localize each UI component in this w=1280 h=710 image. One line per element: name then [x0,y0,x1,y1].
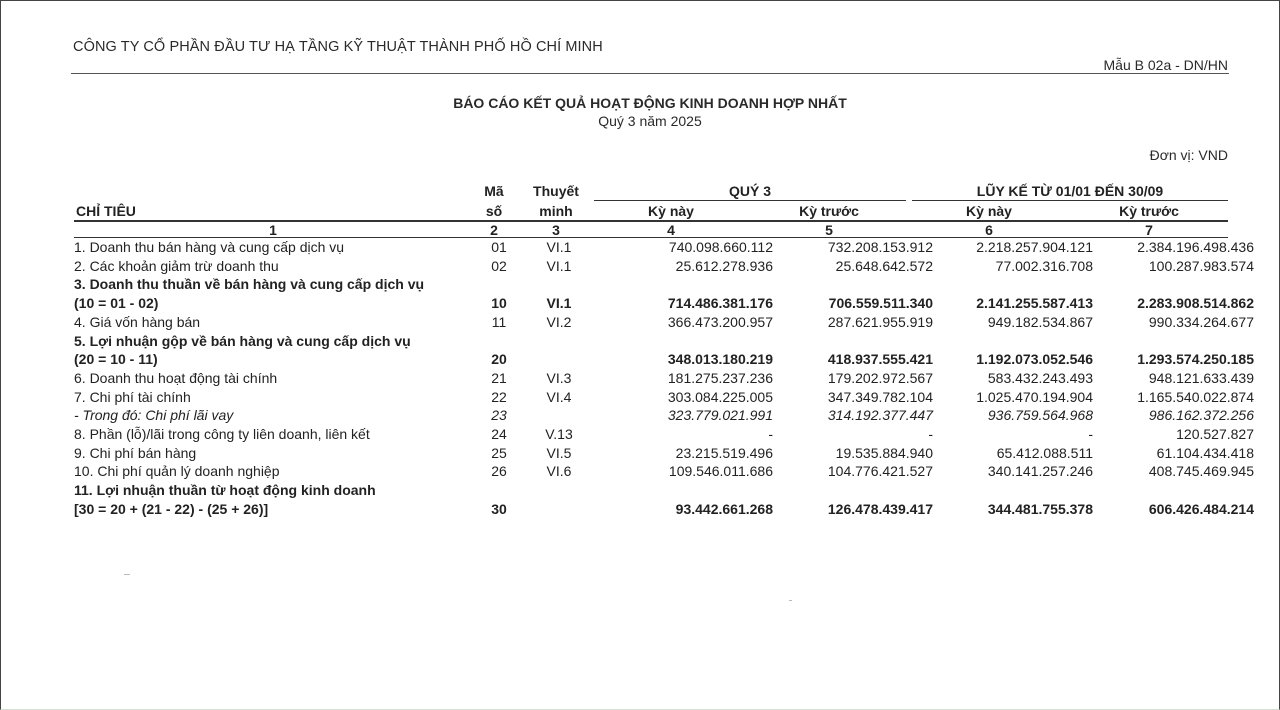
row-label: 3. Doanh thu thuần về bán hàng và cung cấp dịch vụ [74,276,425,293]
row-q3-prior [773,481,933,500]
row-note [519,481,599,500]
row-note: VI.2 [546,313,572,330]
col-header-so: số [485,203,503,219]
report-title: BÁO CÁO KẾT QUẢ HOẠT ĐỘNG KINH DOANH HỢP NHẤT [453,95,847,111]
row-note: VI.3 [546,369,572,386]
row-q3-prior: 347.349.782.104 [827,388,933,405]
row-label: 7. Chi phí tài chính [74,388,191,405]
row-q3-current: 181.275.237.236 [667,369,773,386]
row-code: 23 [491,407,507,424]
col-header-chi-tieu: CHỈ TIÊU [76,203,136,219]
table-row [74,238,1254,257]
row-q3-current [599,275,773,294]
row-ytd-prior: 2.384.196.498.436 [1137,239,1254,255]
col-header-ky-truoc-luyke: Kỳ trước [1119,203,1179,219]
row-ytd-prior: 120.527.827 [1176,426,1254,443]
row-ytd-prior: 948.121.633.439 [1148,369,1254,386]
row-code: 02 [491,257,507,274]
col-header-ky-nay-q3: Kỳ này [648,203,694,219]
row-ytd-current: 2.218.257.904.121 [976,239,1093,255]
row-q3-prior: 732.208.153.912 [827,239,933,255]
row-note: VI.5 [546,444,572,461]
col-header-minh: minh [539,203,573,219]
row-label: 6. Doanh thu hoạt động tài chính [74,369,278,386]
row-q3-current: 109.546.011.686 [668,463,773,480]
row-ytd-current: 77.002.316.708 [995,257,1093,274]
row-code: 10 [491,295,507,312]
income-statement-table [74,238,1254,519]
col-header-luy-ke: LŨY KẾ TỪ 01/01 ĐẾN 30/09 [976,183,1164,199]
row-label: [30 = 20 + (21 - 22) - (25 + 26)] [74,500,269,517]
row-ytd-current: 65.412.088.511 [996,444,1093,461]
row-q3-prior: 179.202.972.567 [827,369,933,386]
row-q3-current: 93.442.661.268 [675,500,773,517]
row-code: 11 [491,313,507,330]
row-ytd-current: - [1088,426,1093,443]
row-ytd-prior: 408.745.469.945 [1148,463,1254,480]
col-header-ky-truoc-q3: Kỳ trước [799,203,859,219]
row-ytd-current [933,332,1093,351]
col-header-quy3: QUÝ 3 [728,183,771,199]
row-q3-current: 714.486.381.176 [667,295,773,312]
row-note [519,350,599,369]
row-ytd-prior: 61.104.434.418 [1156,444,1254,461]
table-row [74,462,1254,481]
col-num-1: 1 [269,222,277,238]
row-q3-current [599,481,773,500]
row-label: 9. Chi phí bán hàng [74,444,197,461]
row-q3-current: 348.013.180.219 [667,351,773,368]
row-q3-prior: 706.559.511.340 [828,295,933,312]
row-label: 1. Doanh thu bán hàng và cung cấp dịch vụ [74,239,345,255]
table-row [74,313,1254,332]
row-note [519,406,599,425]
row-ytd-current [933,481,1093,500]
row-q3-current: 323.779.021.991 [667,407,773,424]
row-ytd-current: 344.481.755.378 [987,500,1093,517]
report-period: Quý 3 năm 2025 [598,113,702,129]
row-ytd-prior: 986.162.372.256 [1148,407,1254,424]
table-row [74,275,1254,294]
row-label: (20 = 10 - 11) [74,351,158,368]
col-num-2: 2 [490,222,498,238]
row-q3-current: 740.098.660.112 [668,239,773,255]
row-q3-prior: 126.478.439.417 [827,500,933,517]
row-note: VI.1 [546,257,572,274]
row-ytd-prior: 100.287.983.574 [1148,257,1254,274]
row-q3-current: 303.084.225.005 [667,388,773,405]
row-q3-prior: 19.535.884.940 [835,444,933,461]
row-label: - Trong đó: Chi phí lãi vay [74,407,234,424]
row-q3-prior: 104.776.421.527 [827,463,933,480]
table-row [74,350,1254,369]
row-label: 8. Phần (lỗ)/lãi trong công ty liên doanh, liên kết [74,426,370,443]
table-row [74,332,1254,351]
table-row [74,294,1254,313]
row-note [519,332,599,351]
row-code: 24 [491,426,507,443]
row-code [479,332,519,351]
row-code: 30 [491,500,507,517]
row-q3-prior [773,332,933,351]
col-header-thuyet: Thuyết [533,183,579,199]
row-code: 21 [491,369,507,386]
row-note: VI.1 [546,239,572,255]
row-ytd-prior: 990.334.264.677 [1148,313,1254,330]
table-row [74,444,1254,463]
row-code: 01 [491,239,507,255]
row-ytd-current [933,275,1093,294]
col-num-3: 3 [552,222,560,238]
company-name: CÔNG TY CỔ PHẦN ĐẦU TƯ HẠ TẦNG KỸ THUẬT THÀNH PHỐ HỒ CHÍ MINH [73,39,603,55]
row-note [519,275,599,294]
table-row [74,257,1254,276]
row-note: VI.1 [546,295,572,312]
row-note: VI.4 [546,388,572,405]
table-row [74,425,1254,444]
row-ytd-prior [1093,275,1254,294]
col-header-ky-nay-luyke: Kỳ này [966,203,1012,219]
row-label: (10 = 01 - 02) [74,295,159,312]
row-q3-prior: 418.937.555.421 [827,351,933,368]
row-q3-prior: - [928,426,933,443]
col-num-7: 7 [1145,222,1153,238]
table-row [74,369,1254,388]
row-label: 5. Lợi nhuận gộp về bán hàng và cung cấp dịch vụ [74,332,411,349]
row-ytd-prior: 606.426.484.214 [1148,500,1254,517]
form-code: Mẫu B 02a - DN/HN [1103,57,1228,73]
row-label: 4. Giá vốn hàng bán [74,313,201,330]
row-q3-current: 25.612.278.936 [675,257,773,274]
row-ytd-current: 583.432.243.493 [987,369,1093,386]
row-ytd-current: 936.759.564.968 [987,407,1093,424]
header-divider [71,73,1229,74]
row-code: 26 [491,463,507,480]
col-header-ma: Mã [484,183,504,199]
row-note: VI.6 [546,463,572,480]
row-ytd-prior [1093,481,1254,500]
divider-luy-ke [912,200,1228,201]
scan-speck [789,600,792,601]
row-code: 20 [491,351,507,368]
row-q3-current [599,332,773,351]
row-ytd-current: 949.182.534.867 [987,313,1093,330]
row-q3-prior: 314.192.377.447 [827,407,933,424]
table-row [74,481,1254,500]
row-q3-prior: 25.648.642.572 [835,257,933,274]
row-q3-current: - [768,426,773,443]
row-ytd-current: 340.141.257.246 [987,463,1093,480]
row-ytd-current: 2.141.255.587.413 [976,295,1093,312]
row-code: 25 [491,444,507,461]
col-num-4: 4 [667,222,675,238]
row-q3-prior [773,275,933,294]
table-row [74,500,1254,519]
row-label: 2. Các khoản giảm trừ doanh thu [74,257,279,274]
scan-speck [124,574,130,575]
col-num-5: 5 [825,222,833,238]
row-code: 22 [491,388,507,405]
row-code [479,275,519,294]
divider-quy3 [594,200,906,201]
row-label: 11. Lợi nhuận thuần từ hoạt động kinh doanh [74,482,376,499]
table-row [74,406,1254,425]
row-ytd-prior: 2.283.908.514.862 [1137,295,1254,312]
row-note: V.13 [545,426,573,443]
row-ytd-current: 1.025.470.194.904 [976,388,1093,405]
row-ytd-prior: 1.293.574.250.185 [1137,351,1254,368]
col-num-6: 6 [985,222,993,238]
row-note [519,500,599,519]
row-ytd-prior [1093,332,1254,351]
row-code [479,481,519,500]
row-q3-current: 366.473.200.957 [667,313,773,330]
row-ytd-prior: 1.165.540.022.874 [1137,388,1254,405]
row-ytd-current: 1.192.073.052.546 [976,351,1093,368]
row-label: 10. Chi phí quản lý doanh nghiệp [74,463,280,480]
table-row [74,388,1254,407]
currency-unit: Đơn vị: VND [1149,147,1228,163]
row-q3-current: 23.215.519.496 [675,444,773,461]
row-q3-prior: 287.621.955.919 [827,313,933,330]
